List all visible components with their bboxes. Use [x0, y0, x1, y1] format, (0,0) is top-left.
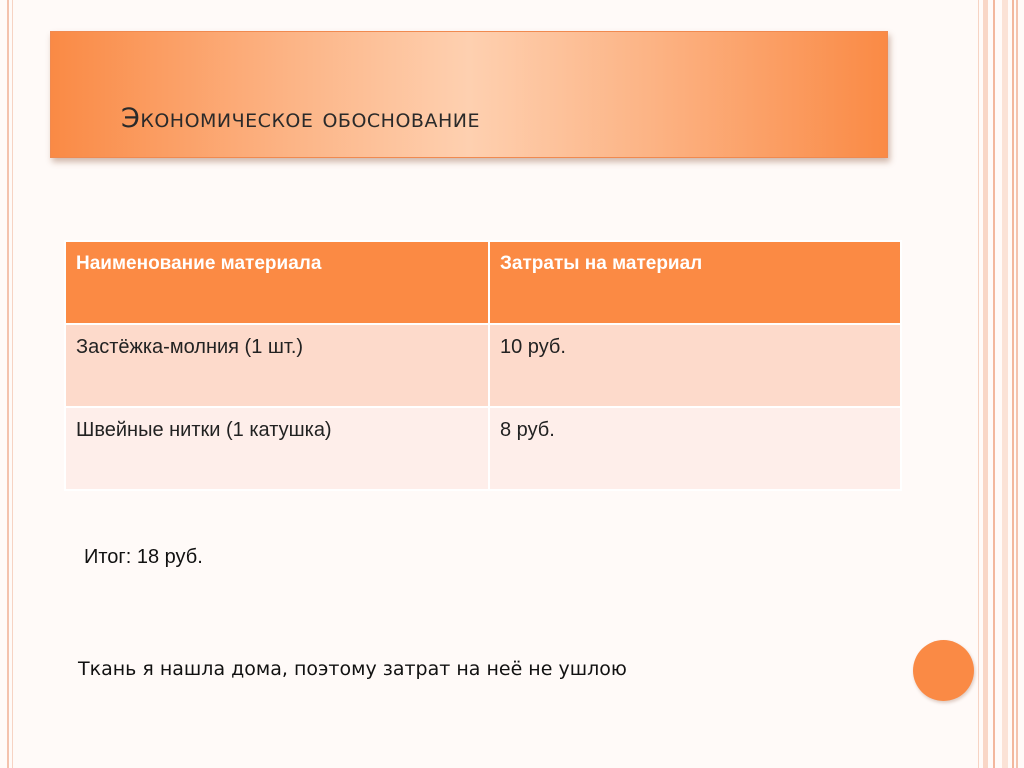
- table-row: [65, 324, 901, 407]
- decorative-stripe: [993, 0, 995, 768]
- cost-table: [64, 240, 902, 491]
- table-header-row: [65, 241, 901, 324]
- column-header-material: Наименование материала: [65, 241, 489, 324]
- total-text: Итог: 18 руб.: [84, 546, 203, 568]
- cell-cost: 10 руб.: [489, 324, 901, 407]
- decorative-stripe: [1002, 0, 1008, 768]
- decorative-stripe: [1012, 0, 1014, 768]
- cell-material: Застёжка-молния (1 шт.): [65, 324, 489, 407]
- table-row: [65, 407, 901, 490]
- decorative-circle: [913, 640, 974, 701]
- slide-title: Экономическое обоснование: [121, 103, 480, 134]
- column-header-cost: Затраты на материал: [489, 241, 901, 324]
- title-banner: [50, 31, 888, 158]
- cell-cost: 8 руб.: [489, 407, 901, 490]
- decorative-stripe: [983, 0, 988, 768]
- cell-material: Швейные нитки (1 катушка): [65, 407, 489, 490]
- note-text: Ткань я нашла дома, поэтому затрат на неё не ушлою: [78, 658, 627, 680]
